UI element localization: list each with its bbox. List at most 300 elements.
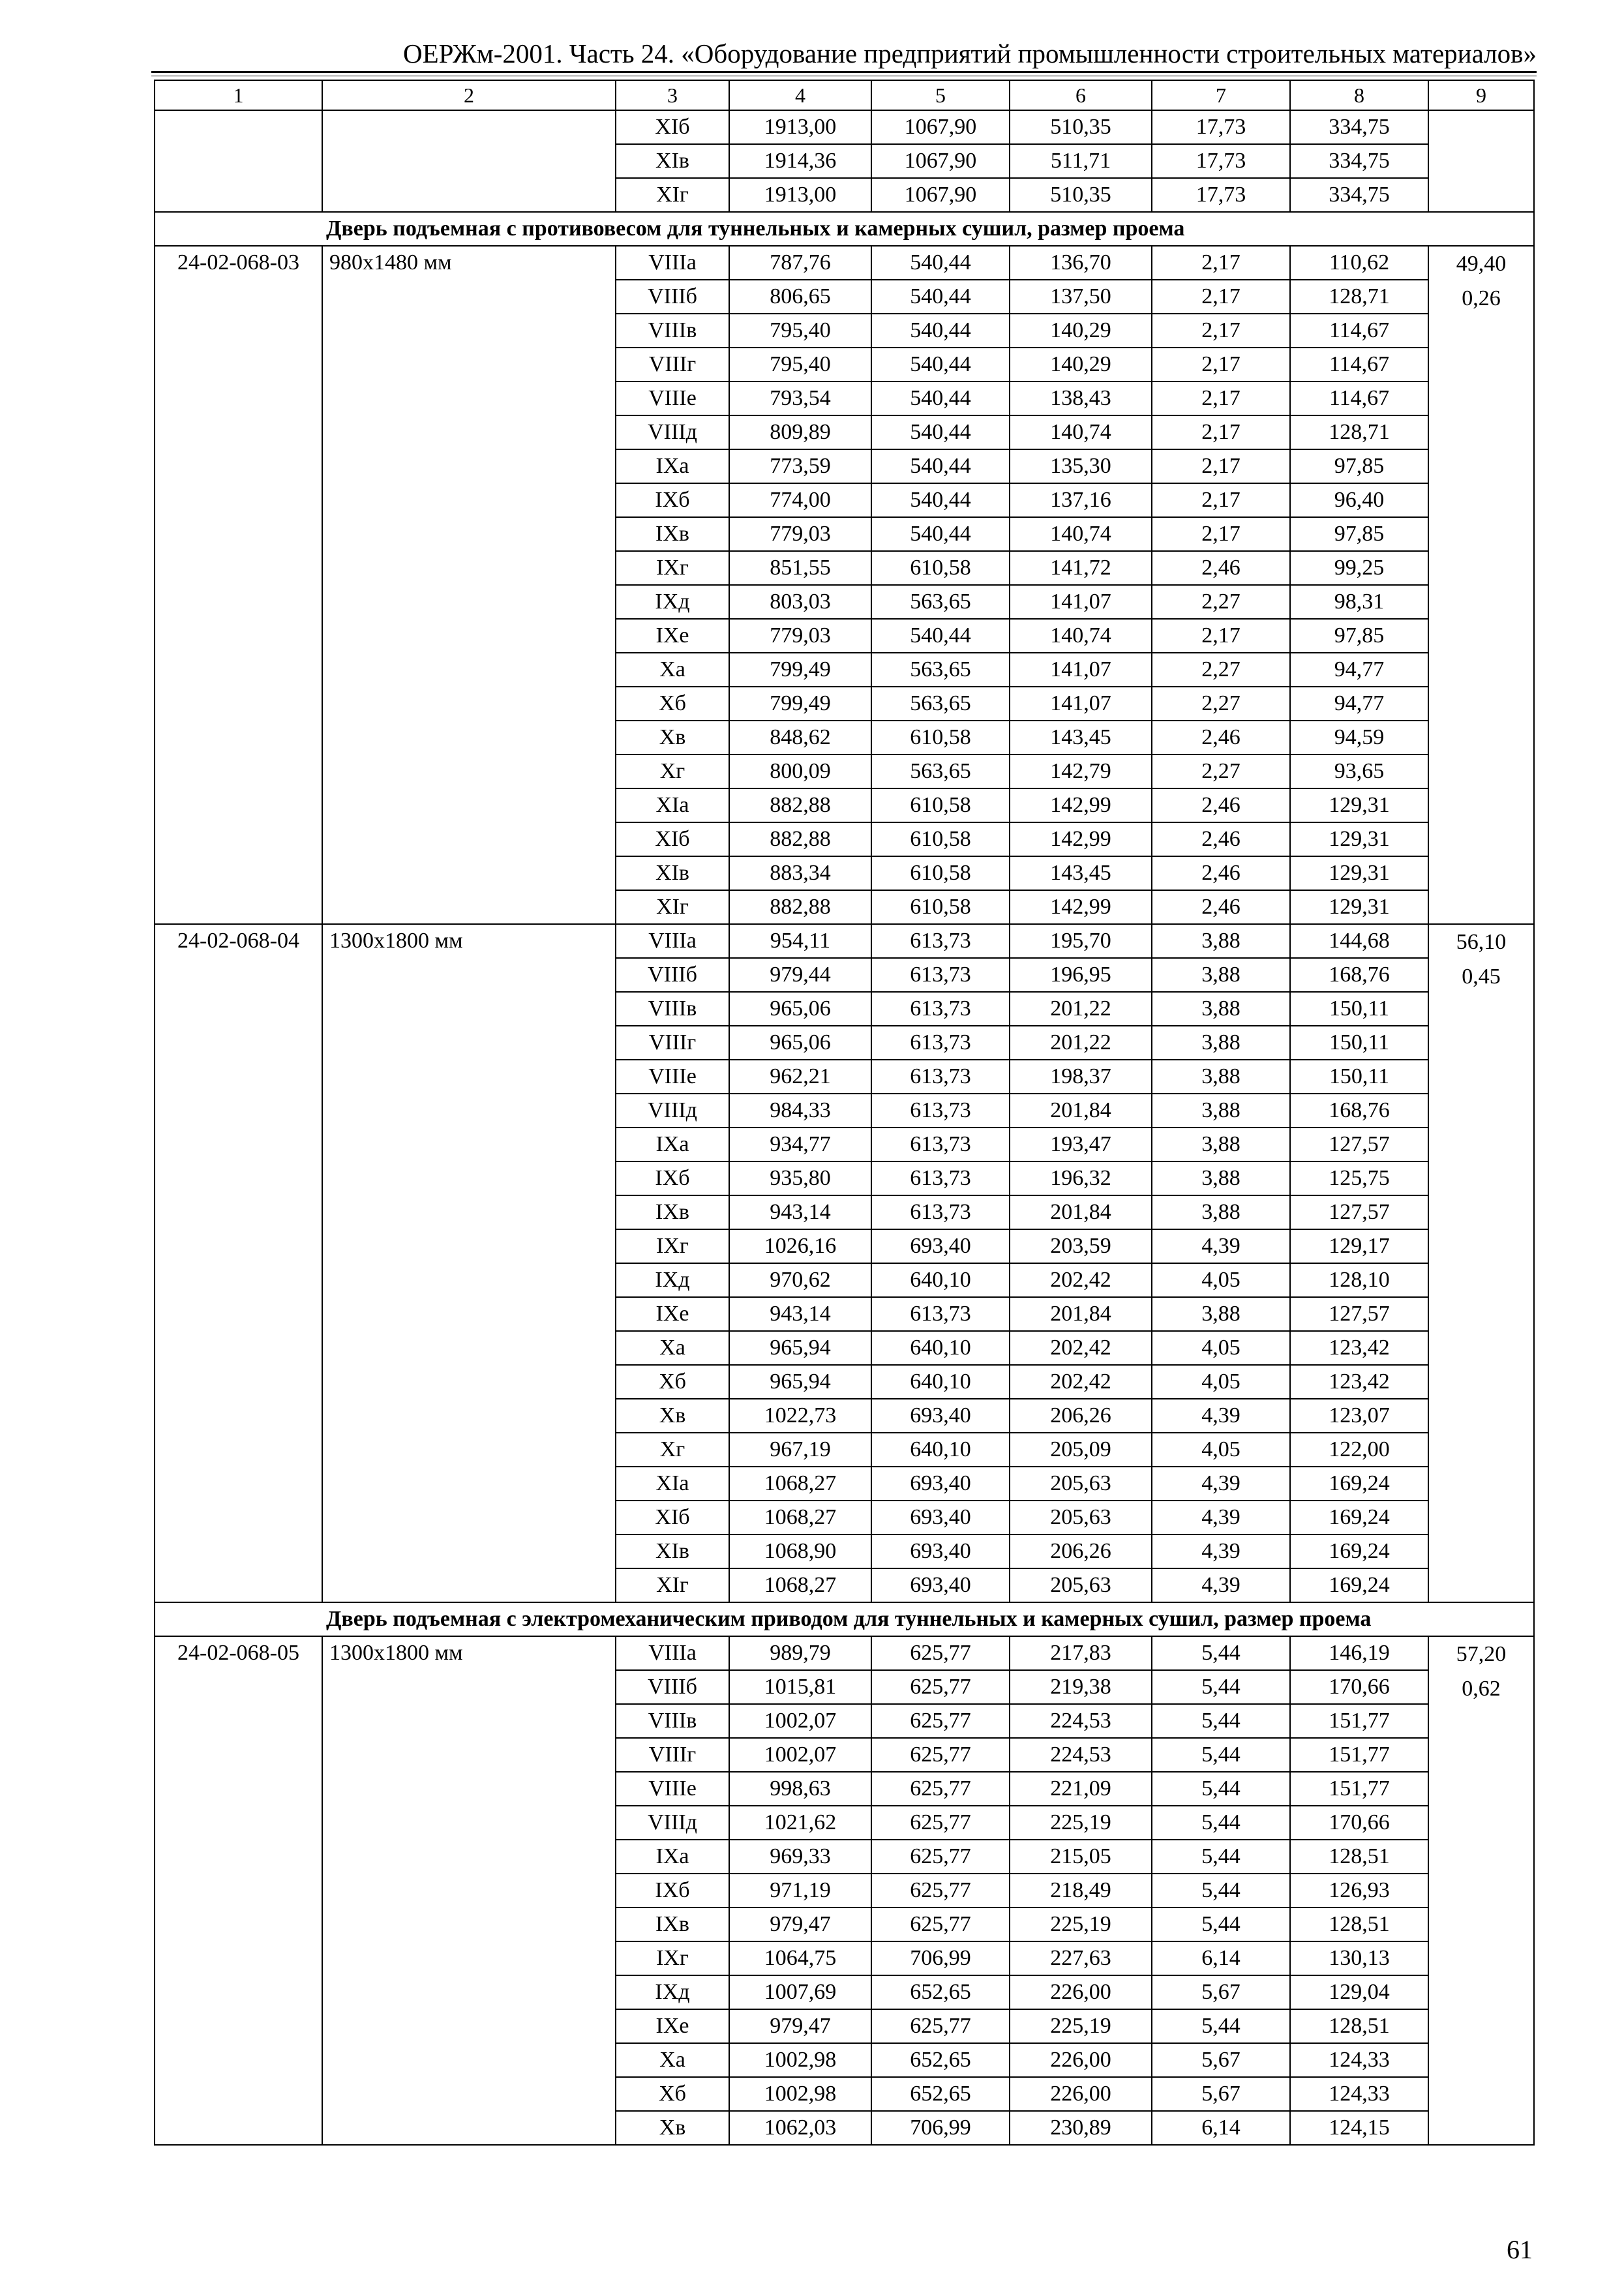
operator-wages-cell: 5,67 bbox=[1152, 1975, 1290, 2009]
materials-cell: 150,11 bbox=[1290, 992, 1428, 1026]
zone-cell: Хг bbox=[616, 755, 729, 788]
total-cost-cell: 1002,07 bbox=[729, 1704, 871, 1738]
operator-wages-cell: 5,67 bbox=[1152, 2043, 1290, 2077]
total-cost-cell: 943,14 bbox=[729, 1195, 871, 1229]
zone-cell: Хб bbox=[616, 1365, 729, 1399]
materials-cell: 124,15 bbox=[1290, 2111, 1428, 2145]
wages-cell: 640,10 bbox=[871, 1331, 1010, 1365]
total-cost-cell: 979,44 bbox=[729, 958, 871, 992]
machine-cost-cell: 196,95 bbox=[1010, 958, 1152, 992]
operator-wages-cell: 5,44 bbox=[1152, 1840, 1290, 1874]
operator-wages-cell: 5,44 bbox=[1152, 2009, 1290, 2043]
total-cost-cell: 883,34 bbox=[729, 856, 871, 890]
materials-cell: 128,71 bbox=[1290, 415, 1428, 449]
zone-cell: Хв bbox=[616, 2111, 729, 2145]
machine-cost-cell: 143,45 bbox=[1010, 856, 1152, 890]
operator-wages-cell: 2,27 bbox=[1152, 653, 1290, 687]
machine-cost-cell: 195,70 bbox=[1010, 924, 1152, 958]
materials-cell: 94,77 bbox=[1290, 687, 1428, 721]
wages-cell: 693,40 bbox=[871, 1399, 1010, 1433]
wages-cell: 625,77 bbox=[871, 1806, 1010, 1840]
materials-cell: 144,68 bbox=[1290, 924, 1428, 958]
operator-wages-cell: 2,17 bbox=[1152, 382, 1290, 415]
total-cost-cell: 967,19 bbox=[729, 1433, 871, 1467]
wages-cell: 540,44 bbox=[871, 619, 1010, 653]
wages-cell: 652,65 bbox=[871, 2077, 1010, 2111]
machine-cost-cell: 137,16 bbox=[1010, 483, 1152, 517]
materials-cell: 151,77 bbox=[1290, 1772, 1428, 1806]
materials-cell: 123,42 bbox=[1290, 1365, 1428, 1399]
wages-cell: 610,58 bbox=[871, 788, 1010, 822]
materials-cell: 129,31 bbox=[1290, 856, 1428, 890]
section-heading-row bbox=[155, 1602, 1534, 1636]
materials-cell: 94,77 bbox=[1290, 653, 1428, 687]
wages-cell: 613,73 bbox=[871, 1094, 1010, 1128]
total-cost-cell: 934,77 bbox=[729, 1128, 871, 1161]
zone-cell: VIIIд bbox=[616, 1806, 729, 1840]
materials-cell: 169,24 bbox=[1290, 1501, 1428, 1534]
wages-cell: 540,44 bbox=[871, 246, 1010, 280]
machinist-labor-value: 0,26 bbox=[1462, 286, 1501, 310]
column-number: 9 bbox=[1428, 80, 1534, 110]
total-cost-cell: 965,06 bbox=[729, 992, 871, 1026]
zone-cell: IХе bbox=[616, 2009, 729, 2043]
operator-wages-cell: 4,39 bbox=[1152, 1467, 1290, 1501]
wages-cell: 1067,90 bbox=[871, 178, 1010, 212]
column-number: 6 bbox=[1010, 80, 1152, 110]
materials-cell: 146,19 bbox=[1290, 1636, 1428, 1670]
wages-cell: 706,99 bbox=[871, 2111, 1010, 2145]
total-cost-cell: 935,80 bbox=[729, 1161, 871, 1195]
zone-cell: IХд bbox=[616, 1263, 729, 1297]
wages-cell: 613,73 bbox=[871, 1026, 1010, 1060]
wages-cell: 610,58 bbox=[871, 890, 1010, 924]
materials-cell: 99,25 bbox=[1290, 551, 1428, 585]
zone-cell: VIIIб bbox=[616, 958, 729, 992]
labor-cost-value: 56,10 bbox=[1456, 930, 1507, 954]
total-cost-cell: 969,33 bbox=[729, 1840, 871, 1874]
machine-cost-cell: 141,07 bbox=[1010, 653, 1152, 687]
zone-cell: IХв bbox=[616, 1908, 729, 1941]
total-cost-cell: 1064,75 bbox=[729, 1941, 871, 1975]
wages-cell: 625,77 bbox=[871, 1772, 1010, 1806]
operator-wages-cell: 2,46 bbox=[1152, 822, 1290, 856]
machine-cost-cell: 202,42 bbox=[1010, 1365, 1152, 1399]
operator-wages-cell: 17,73 bbox=[1152, 110, 1290, 144]
machine-cost-cell: 136,70 bbox=[1010, 246, 1152, 280]
operator-wages-cell: 2,27 bbox=[1152, 755, 1290, 788]
total-cost-cell: 1002,98 bbox=[729, 2077, 871, 2111]
total-cost-cell: 882,88 bbox=[729, 822, 871, 856]
materials-cell: 150,11 bbox=[1290, 1060, 1428, 1094]
materials-cell: 169,24 bbox=[1290, 1534, 1428, 1568]
zone-cell: ХIб bbox=[616, 110, 729, 144]
operator-wages-cell: 5,44 bbox=[1152, 1772, 1290, 1806]
zone-cell: IХб bbox=[616, 483, 729, 517]
materials-cell: 128,10 bbox=[1290, 1263, 1428, 1297]
machine-cost-cell: 141,07 bbox=[1010, 585, 1152, 619]
total-cost-cell: 774,00 bbox=[729, 483, 871, 517]
machine-cost-cell: 196,32 bbox=[1010, 1161, 1152, 1195]
materials-cell: 93,65 bbox=[1290, 755, 1428, 788]
column-number: 3 bbox=[616, 80, 729, 110]
materials-cell: 128,51 bbox=[1290, 2009, 1428, 2043]
total-cost-cell: 1026,16 bbox=[729, 1229, 871, 1263]
column-number: 7 bbox=[1152, 80, 1290, 110]
column-number: 4 bbox=[729, 80, 871, 110]
operator-wages-cell: 2,27 bbox=[1152, 687, 1290, 721]
zone-cell: IХг bbox=[616, 551, 729, 585]
machine-cost-cell: 510,35 bbox=[1010, 178, 1152, 212]
materials-cell: 334,75 bbox=[1290, 110, 1428, 144]
operator-wages-cell: 6,14 bbox=[1152, 1941, 1290, 1975]
operator-wages-cell: 4,39 bbox=[1152, 1501, 1290, 1534]
machine-cost-cell: 230,89 bbox=[1010, 2111, 1152, 2145]
materials-cell: 110,62 bbox=[1290, 246, 1428, 280]
machine-cost-cell: 142,99 bbox=[1010, 788, 1152, 822]
zone-cell: ХIв bbox=[616, 144, 729, 178]
materials-cell: 150,11 bbox=[1290, 1026, 1428, 1060]
opening-size: 1300х1800 мм bbox=[322, 924, 616, 1602]
wages-cell: 693,40 bbox=[871, 1534, 1010, 1568]
wages-cell: 610,58 bbox=[871, 856, 1010, 890]
wages-cell: 693,40 bbox=[871, 1568, 1010, 1602]
operator-wages-cell: 2,17 bbox=[1152, 449, 1290, 483]
materials-cell: 129,04 bbox=[1290, 1975, 1428, 2009]
materials-cell: 170,66 bbox=[1290, 1806, 1428, 1840]
zone-cell: ХIб bbox=[616, 1501, 729, 1534]
operator-wages-cell: 2,17 bbox=[1152, 483, 1290, 517]
total-cost-cell: 954,11 bbox=[729, 924, 871, 958]
machine-cost-cell: 135,30 bbox=[1010, 449, 1152, 483]
operator-wages-cell: 2,46 bbox=[1152, 856, 1290, 890]
wages-cell: 540,44 bbox=[871, 348, 1010, 382]
wages-cell: 693,40 bbox=[871, 1467, 1010, 1501]
zone-cell: IХв bbox=[616, 1195, 729, 1229]
operator-wages-cell: 2,46 bbox=[1152, 890, 1290, 924]
operator-wages-cell: 2,17 bbox=[1152, 517, 1290, 551]
zone-cell: VIIIа bbox=[616, 924, 729, 958]
operator-wages-cell: 2,17 bbox=[1152, 280, 1290, 314]
wages-cell: 652,65 bbox=[871, 2043, 1010, 2077]
col9-cell bbox=[1428, 246, 1534, 924]
machine-cost-cell: 206,26 bbox=[1010, 1399, 1152, 1433]
wages-cell: 540,44 bbox=[871, 280, 1010, 314]
materials-cell: 125,75 bbox=[1290, 1161, 1428, 1195]
total-cost-cell: 989,79 bbox=[729, 1636, 871, 1670]
col9-cell bbox=[1428, 924, 1534, 1602]
materials-cell: 130,13 bbox=[1290, 1941, 1428, 1975]
total-cost-cell: 1068,27 bbox=[729, 1467, 871, 1501]
machine-cost-cell: 205,63 bbox=[1010, 1501, 1152, 1534]
materials-cell: 126,93 bbox=[1290, 1874, 1428, 1908]
operator-wages-cell: 3,88 bbox=[1152, 1094, 1290, 1128]
operator-wages-cell: 17,73 bbox=[1152, 144, 1290, 178]
materials-cell: 129,17 bbox=[1290, 1229, 1428, 1263]
operator-wages-cell: 4,05 bbox=[1152, 1263, 1290, 1297]
total-cost-cell: 882,88 bbox=[729, 890, 871, 924]
machine-cost-cell: 225,19 bbox=[1010, 2009, 1152, 2043]
materials-cell: 334,75 bbox=[1290, 144, 1428, 178]
zone-cell: ХIа bbox=[616, 788, 729, 822]
wages-cell: 1067,90 bbox=[871, 144, 1010, 178]
wages-cell: 652,65 bbox=[871, 1975, 1010, 2009]
operator-wages-cell: 4,39 bbox=[1152, 1568, 1290, 1602]
zone-cell: IХв bbox=[616, 517, 729, 551]
operator-wages-cell: 5,44 bbox=[1152, 1636, 1290, 1670]
zone-cell: IХб bbox=[616, 1874, 729, 1908]
materials-cell: 170,66 bbox=[1290, 1670, 1428, 1704]
operator-wages-cell: 4,05 bbox=[1152, 1365, 1290, 1399]
machine-cost-cell: 201,22 bbox=[1010, 992, 1152, 1026]
materials-cell: 114,67 bbox=[1290, 348, 1428, 382]
materials-cell: 94,59 bbox=[1290, 721, 1428, 755]
machine-cost-cell: 202,42 bbox=[1010, 1331, 1152, 1365]
zone-cell: IХе bbox=[616, 1297, 729, 1331]
zone-cell: VIIIе bbox=[616, 382, 729, 415]
materials-cell: 97,85 bbox=[1290, 449, 1428, 483]
size-cell bbox=[322, 110, 616, 212]
total-cost-cell: 1022,73 bbox=[729, 1399, 871, 1433]
operator-wages-cell: 5,67 bbox=[1152, 2077, 1290, 2111]
total-cost-cell: 979,47 bbox=[729, 2009, 871, 2043]
materials-cell: 334,75 bbox=[1290, 178, 1428, 212]
operator-wages-cell: 4,39 bbox=[1152, 1229, 1290, 1263]
zone-cell: IХа bbox=[616, 1128, 729, 1161]
zone-cell: ХIб bbox=[616, 822, 729, 856]
operator-wages-cell: 2,46 bbox=[1152, 551, 1290, 585]
total-cost-cell: 1068,90 bbox=[729, 1534, 871, 1568]
zone-cell: VIIIе bbox=[616, 1772, 729, 1806]
total-cost-cell: 1002,07 bbox=[729, 1738, 871, 1772]
wages-cell: 563,65 bbox=[871, 585, 1010, 619]
total-cost-cell: 809,89 bbox=[729, 415, 871, 449]
wages-cell: 625,77 bbox=[871, 1670, 1010, 1704]
col9-cell bbox=[1428, 110, 1534, 212]
materials-cell: 129,31 bbox=[1290, 890, 1428, 924]
table-row bbox=[155, 110, 1534, 144]
zone-cell: Хб bbox=[616, 2077, 729, 2111]
wages-cell: 613,73 bbox=[871, 992, 1010, 1026]
wages-cell: 693,40 bbox=[871, 1229, 1010, 1263]
zone-cell: ХIг bbox=[616, 178, 729, 212]
operator-wages-cell: 2,27 bbox=[1152, 585, 1290, 619]
opening-size: 980х1480 мм bbox=[322, 246, 616, 924]
wages-cell: 540,44 bbox=[871, 449, 1010, 483]
total-cost-cell: 851,55 bbox=[729, 551, 871, 585]
zone-cell: VIIIв bbox=[616, 992, 729, 1026]
machine-cost-cell: 226,00 bbox=[1010, 2043, 1152, 2077]
total-cost-cell: 799,49 bbox=[729, 653, 871, 687]
materials-cell: 128,51 bbox=[1290, 1840, 1428, 1874]
zone-cell: VIIIг bbox=[616, 1738, 729, 1772]
machinist-labor-value: 0,45 bbox=[1462, 965, 1501, 989]
materials-cell: 123,42 bbox=[1290, 1331, 1428, 1365]
column-number: 5 bbox=[871, 80, 1010, 110]
machine-cost-cell: 140,29 bbox=[1010, 314, 1152, 348]
total-cost-cell: 962,21 bbox=[729, 1060, 871, 1094]
zone-cell: VIIIд bbox=[616, 415, 729, 449]
table-row bbox=[155, 924, 1534, 958]
header-rule bbox=[151, 71, 1537, 73]
machine-cost-cell: 218,49 bbox=[1010, 1874, 1152, 1908]
machine-cost-cell: 510,35 bbox=[1010, 110, 1152, 144]
machine-cost-cell: 224,53 bbox=[1010, 1738, 1152, 1772]
operator-wages-cell: 4,39 bbox=[1152, 1534, 1290, 1568]
total-cost-cell: 806,65 bbox=[729, 280, 871, 314]
col9-cell bbox=[1428, 1636, 1534, 2145]
labor-cost-value: 49,40 bbox=[1456, 252, 1507, 276]
operator-wages-cell: 3,88 bbox=[1152, 1128, 1290, 1161]
column-number-row bbox=[155, 80, 1534, 110]
total-cost-cell: 882,88 bbox=[729, 788, 871, 822]
wages-cell: 540,44 bbox=[871, 517, 1010, 551]
wages-cell: 613,73 bbox=[871, 924, 1010, 958]
zone-cell: VIIIг bbox=[616, 348, 729, 382]
machine-cost-cell: 143,45 bbox=[1010, 721, 1152, 755]
machine-cost-cell: 201,84 bbox=[1010, 1195, 1152, 1229]
machine-cost-cell: 141,07 bbox=[1010, 687, 1152, 721]
code-cell bbox=[155, 110, 322, 212]
materials-cell: 127,57 bbox=[1290, 1128, 1428, 1161]
zone-cell: ХIа bbox=[616, 1467, 729, 1501]
wages-cell: 613,73 bbox=[871, 1060, 1010, 1094]
running-header: ОЕРЖм-2001. Часть 24. «Оборудование предприятий промышленности строительных материалов» bbox=[403, 38, 1537, 68]
total-cost-cell: 787,76 bbox=[729, 246, 871, 280]
total-cost-cell: 943,14 bbox=[729, 1297, 871, 1331]
machine-cost-cell: 201,22 bbox=[1010, 1026, 1152, 1060]
machine-cost-cell: 142,79 bbox=[1010, 755, 1152, 788]
zone-cell: Хг bbox=[616, 1433, 729, 1467]
operator-wages-cell: 2,46 bbox=[1152, 788, 1290, 822]
machine-cost-cell: 227,63 bbox=[1010, 1941, 1152, 1975]
zone-cell: IХа bbox=[616, 1840, 729, 1874]
operator-wages-cell: 5,44 bbox=[1152, 1806, 1290, 1840]
machine-cost-cell: 198,37 bbox=[1010, 1060, 1152, 1094]
machine-cost-cell: 205,63 bbox=[1010, 1568, 1152, 1602]
resource-code: 24-02-068-05 bbox=[155, 1636, 322, 2145]
zone-cell: IХа bbox=[616, 449, 729, 483]
operator-wages-cell: 3,88 bbox=[1152, 1026, 1290, 1060]
zone-cell: IХг bbox=[616, 1229, 729, 1263]
machine-cost-cell: 140,74 bbox=[1010, 619, 1152, 653]
zone-cell: ХIг bbox=[616, 1568, 729, 1602]
total-cost-cell: 1914,36 bbox=[729, 144, 871, 178]
operator-wages-cell: 3,88 bbox=[1152, 1195, 1290, 1229]
wages-cell: 613,73 bbox=[871, 1161, 1010, 1195]
machine-cost-cell: 141,72 bbox=[1010, 551, 1152, 585]
total-cost-cell: 779,03 bbox=[729, 619, 871, 653]
wages-cell: 625,77 bbox=[871, 1738, 1010, 1772]
materials-cell: 127,57 bbox=[1290, 1297, 1428, 1331]
column-number: 1 bbox=[155, 80, 322, 110]
zone-cell: VIIIв bbox=[616, 1704, 729, 1738]
wages-cell: 625,77 bbox=[871, 1908, 1010, 1941]
wages-cell: 613,73 bbox=[871, 958, 1010, 992]
zone-cell: Ха bbox=[616, 1331, 729, 1365]
section-heading: Дверь подъемная с электромеханическим приводом для туннельных и камерных сушил, размер проема bbox=[155, 1602, 1534, 1636]
total-cost-cell: 773,59 bbox=[729, 449, 871, 483]
wages-cell: 706,99 bbox=[871, 1941, 1010, 1975]
total-cost-cell: 1015,81 bbox=[729, 1670, 871, 1704]
operator-wages-cell: 2,17 bbox=[1152, 619, 1290, 653]
materials-cell: 168,76 bbox=[1290, 1094, 1428, 1128]
zone-cell: ХIв bbox=[616, 856, 729, 890]
zone-cell: IХе bbox=[616, 619, 729, 653]
total-cost-cell: 795,40 bbox=[729, 314, 871, 348]
zone-cell: VIIIб bbox=[616, 1670, 729, 1704]
machine-cost-cell: 202,42 bbox=[1010, 1263, 1152, 1297]
operator-wages-cell: 5,44 bbox=[1152, 1670, 1290, 1704]
machine-cost-cell: 226,00 bbox=[1010, 2077, 1152, 2111]
operator-wages-cell: 5,44 bbox=[1152, 1704, 1290, 1738]
operator-wages-cell: 3,88 bbox=[1152, 1161, 1290, 1195]
machine-cost-cell: 225,19 bbox=[1010, 1806, 1152, 1840]
wages-cell: 540,44 bbox=[871, 415, 1010, 449]
zone-cell: VIIIа bbox=[616, 246, 729, 280]
wages-cell: 640,10 bbox=[871, 1263, 1010, 1297]
section-heading-row bbox=[155, 212, 1534, 246]
machine-cost-cell: 221,09 bbox=[1010, 1772, 1152, 1806]
machine-cost-cell: 219,38 bbox=[1010, 1670, 1152, 1704]
resource-code: 24-02-068-04 bbox=[155, 924, 322, 1602]
materials-cell: 124,33 bbox=[1290, 2043, 1428, 2077]
operator-wages-cell: 3,88 bbox=[1152, 958, 1290, 992]
wages-cell: 640,10 bbox=[871, 1365, 1010, 1399]
operator-wages-cell: 5,44 bbox=[1152, 1908, 1290, 1941]
zone-cell: Ха bbox=[616, 2043, 729, 2077]
wages-cell: 640,10 bbox=[871, 1433, 1010, 1467]
wages-cell: 625,77 bbox=[871, 1636, 1010, 1670]
wages-cell: 540,44 bbox=[871, 483, 1010, 517]
total-cost-cell: 971,19 bbox=[729, 1874, 871, 1908]
zone-cell: VIIIд bbox=[616, 1094, 729, 1128]
total-cost-cell: 979,47 bbox=[729, 1908, 871, 1941]
machine-cost-cell: 140,74 bbox=[1010, 517, 1152, 551]
total-cost-cell: 1068,27 bbox=[729, 1501, 871, 1534]
materials-cell: 168,76 bbox=[1290, 958, 1428, 992]
operator-wages-cell: 3,88 bbox=[1152, 1297, 1290, 1331]
machine-cost-cell: 142,99 bbox=[1010, 890, 1152, 924]
materials-cell: 128,51 bbox=[1290, 1908, 1428, 1941]
column-number: 2 bbox=[322, 80, 616, 110]
zone-cell: Хб bbox=[616, 687, 729, 721]
total-cost-cell: 793,54 bbox=[729, 382, 871, 415]
wages-cell: 1067,90 bbox=[871, 110, 1010, 144]
zone-cell: Ха bbox=[616, 653, 729, 687]
operator-wages-cell: 3,88 bbox=[1152, 924, 1290, 958]
operator-wages-cell: 17,73 bbox=[1152, 178, 1290, 212]
zone-cell: Хв bbox=[616, 1399, 729, 1433]
wages-cell: 610,58 bbox=[871, 822, 1010, 856]
materials-cell: 96,40 bbox=[1290, 483, 1428, 517]
machine-cost-cell: 203,59 bbox=[1010, 1229, 1152, 1263]
total-cost-cell: 848,62 bbox=[729, 721, 871, 755]
materials-cell: 169,24 bbox=[1290, 1568, 1428, 1602]
zone-cell: IХд bbox=[616, 1975, 729, 2009]
machine-cost-cell: 215,05 bbox=[1010, 1840, 1152, 1874]
materials-cell: 122,00 bbox=[1290, 1433, 1428, 1467]
total-cost-cell: 803,03 bbox=[729, 585, 871, 619]
operator-wages-cell: 2,17 bbox=[1152, 314, 1290, 348]
resource-code: 24-02-068-03 bbox=[155, 246, 322, 924]
wages-cell: 625,77 bbox=[871, 1874, 1010, 1908]
wages-cell: 613,73 bbox=[871, 1297, 1010, 1331]
materials-cell: 151,77 bbox=[1290, 1704, 1428, 1738]
machine-cost-cell: 140,29 bbox=[1010, 348, 1152, 382]
operator-wages-cell: 4,39 bbox=[1152, 1399, 1290, 1433]
total-cost-cell: 779,03 bbox=[729, 517, 871, 551]
